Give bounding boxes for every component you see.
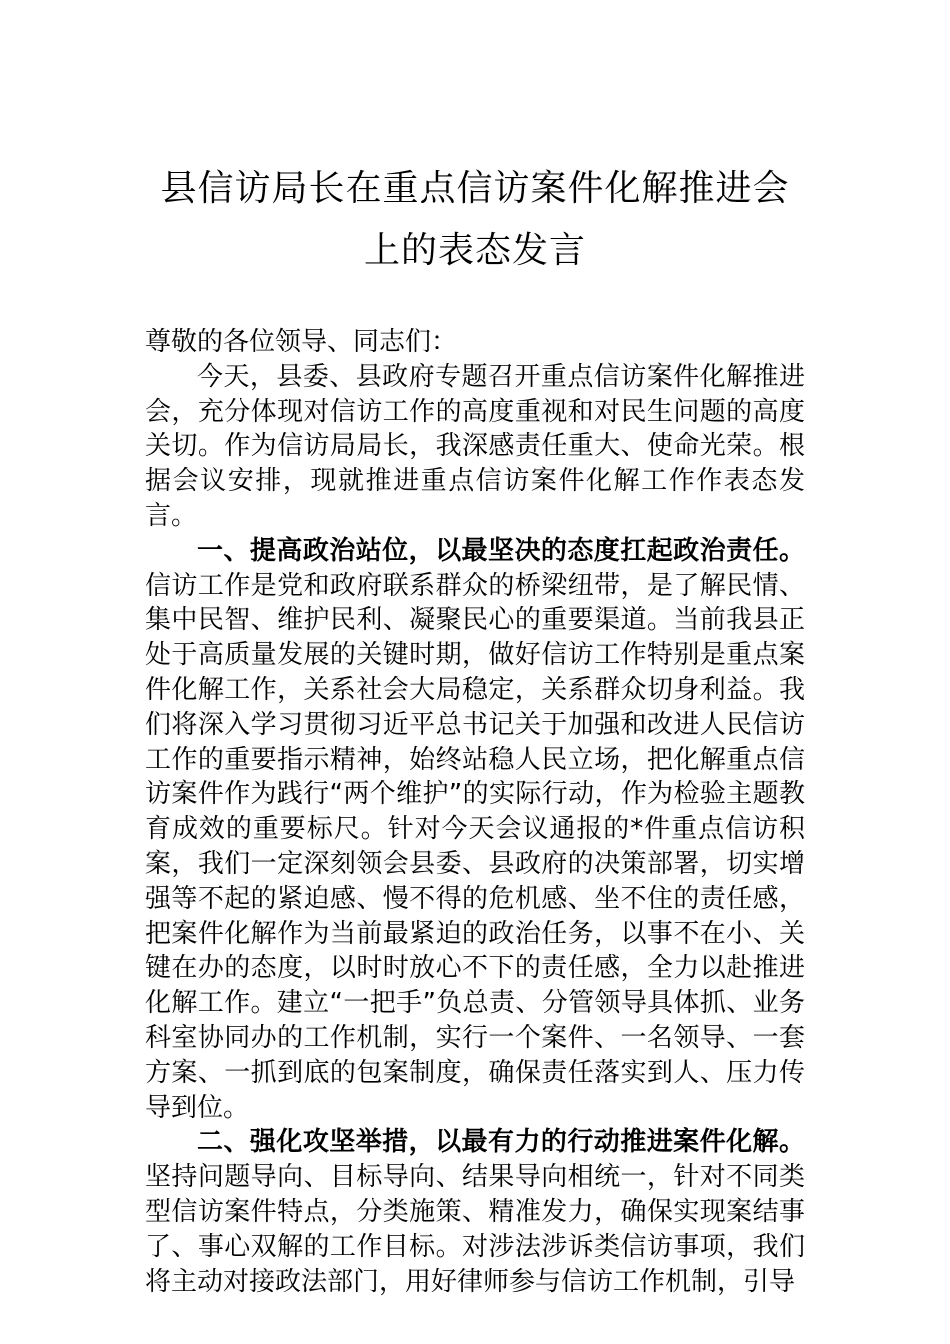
section-two-text: 坚持问题导向、目标导向、结果导向相统一，针对不同类型信访案件特点，分类施策、精准发力，确保实现案结事了、事心双解的工作目标。对涉法涉诉类信访事项，我们将主动对接政法部门，用好律师参与信访工作机制，引导 bbox=[145, 1162, 805, 1297]
document-body bbox=[145, 325, 805, 1299]
paragraph-intro-text: 今天，县委、县政府专题召开重点信访案件化解推进会，充分体现对信访工作的高度重视和对民生问题的高度关切。作为信访局局长，我深感责任重大、使命光荣。根据会议安排，现就推进重点信访案件化解工作作表态发言。 bbox=[145, 361, 805, 531]
document-title: 县信访局长在重点信访案件化解推进会上的表态发言 bbox=[160, 168, 790, 271]
paragraph-intro bbox=[145, 360, 805, 534]
section-two-heading: 二、强化攻坚举措，以最有力的行动推进案件化解。 bbox=[197, 1127, 805, 1158]
section-one-text: 信访工作是党和政府联系群众的桥梁纽带，是了解民情、集中民智、维护民利、凝聚民心的重要渠道。当前我县正处于高质量发展的关键时期，做好信访工作特别是重点案件化解工作，关系社会大局稳定，关系群众切身利益。我们将深入学习贯彻习近平总书记关于加强和改进人民信访工作的重要指示精神，始终站稳人民立场，把化解重点信访案件作为践行“两个维护”的实际行动，作为检验主题教育成效的重要标尺。针对今天会议通报的*件重点信访积案，我们一定深刻领会县委、县政府的决策部署，切实增强等不起的紧迫感、慢不得的危机感、坐不住的责任感，把案件化解作为当前最紧迫的政治任务，以事不在小、关键在办的态度，以时时放心不下的责任感，全力以赴推进化解工作。建立“一把手”负总责、分管领导具体抓、业务科室协同办的工作机制，实行一个案件、一名领导、一套方案、一抓到底的包案制度，确保责任落实到人、压力传导到位。 bbox=[145, 570, 805, 1123]
section-one-heading: 一、提高政治站位，以最坚决的态度扛起政治责任。 bbox=[197, 535, 805, 566]
paragraph-section-one bbox=[145, 534, 805, 1126]
paragraph-section-two bbox=[145, 1125, 805, 1299]
salutation: 尊敬的各位领导、同志们： bbox=[145, 327, 458, 357]
